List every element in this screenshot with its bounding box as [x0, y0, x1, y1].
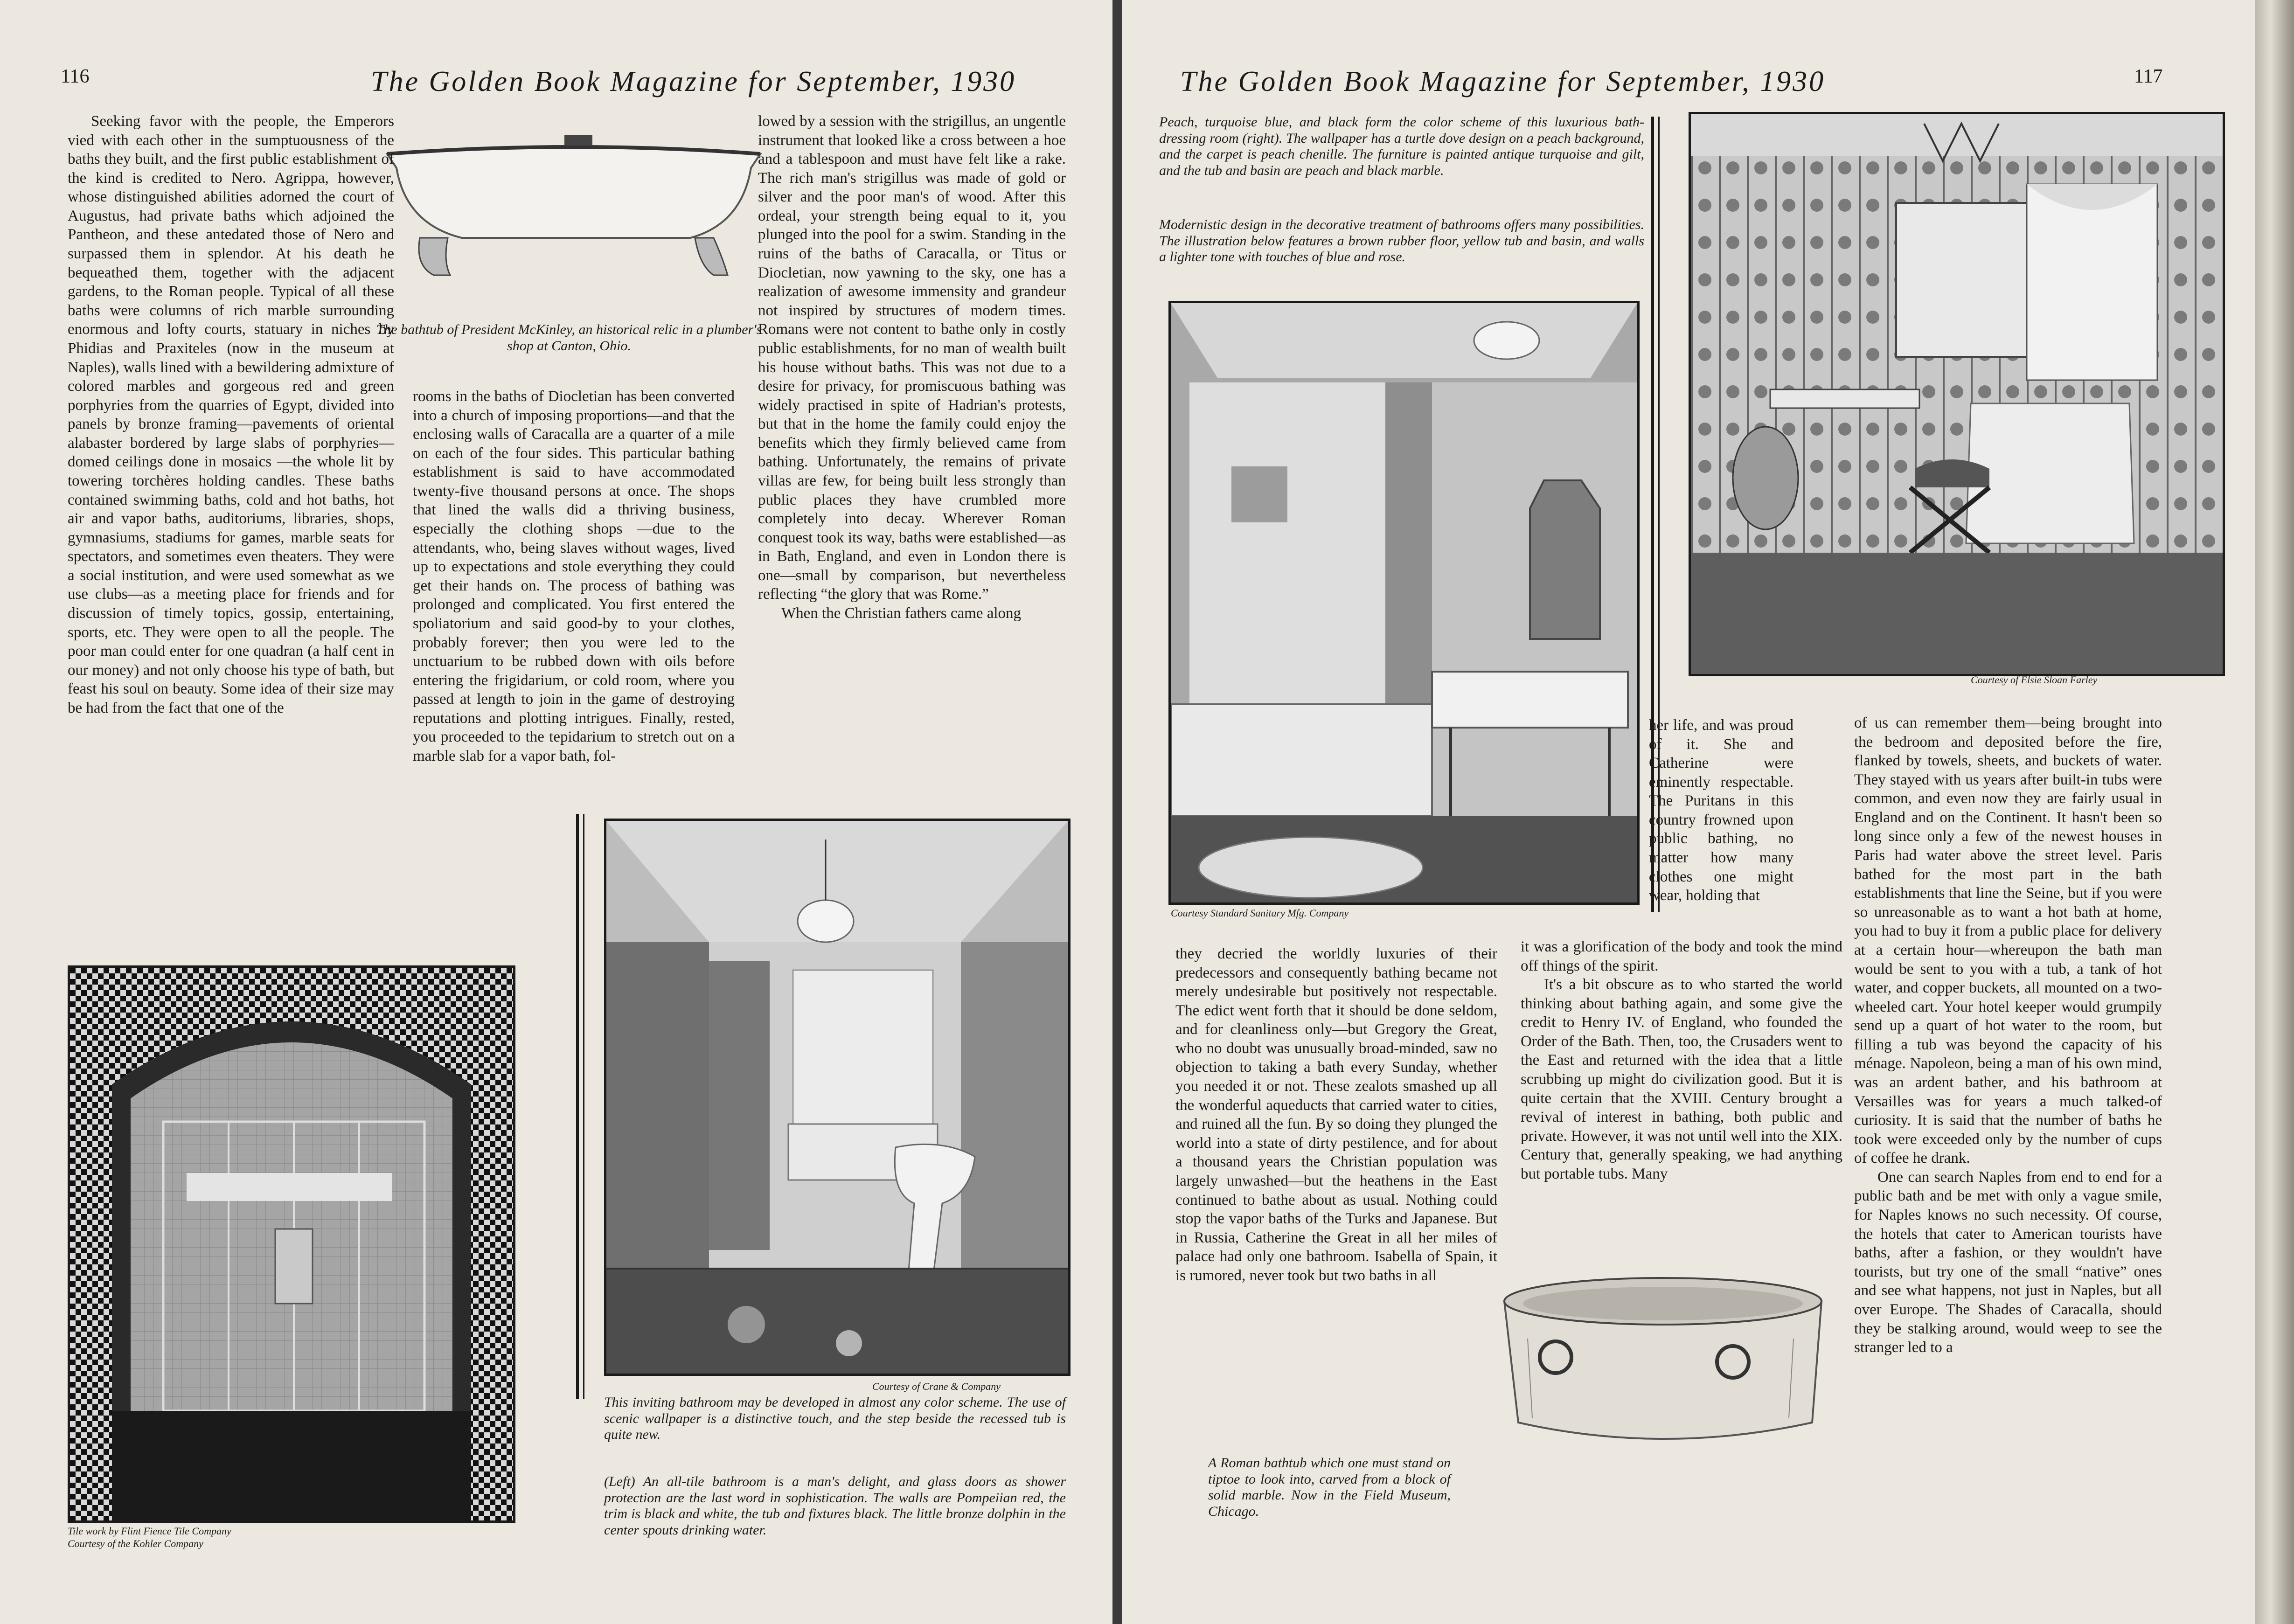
photo-all-tile-bathroom	[68, 965, 515, 1523]
running-header-right: The Golden Book Magazine for September, 1930	[1180, 66, 1826, 97]
paragraph: Seeking favor with the people, the Emperors vied with each other in the sumptuousness of the baths they built, and the first public establishment of the kind is credited to Nero. Agrippa, however, whose distinguished abilities adorned the court of Augustus, had private baths which adjoined the Pantheon, and these antedated those of Nero and surpassed them in splendor. At his death he bequeathed them, together with the adjacent gardens, to the Roman people. Typical of all these baths were columns of rich marble surrounding enormous and lofty courts, statuary in niches by Phidias and Praxiteles (now in the museum at Naples), walls lined with a bewildering admixture of colored marbles and gorgeous red and green porphyries from the quarries of Egypt, divided into panels by bronze framing—pavements of oriental alabaster bordered by large slabs of porphyries—domed ceilings done in mosaics —the whole lit by towering torchères holding candles. These baths contained swimming baths, cold and hot baths, hot air and vapor baths, auditoriums, libraries, shops, gymnasiums, stadiums for games, marble seats for spectators, and sometimes even theaters. They were a social institution, and were used somewhat as we use clubs—as a meeting place for friends and for discussion of timely topics, gossip, entertaining, sports, etc. They were open to all the people. The poor man could enter for one quadran (a half cent in our money) and not only choose his type of bath, but feast his soul on beauty. Some idea of their size may be had from the fact that one of the	[68, 113, 394, 716]
left-page	[0, 0, 1112, 1624]
paragraph: her life, and was proud of it. She and Catherine were eminently respectable. The Puritans in this country frowned upon public bathing, no matter how many clothes one might wear, holding that	[1649, 717, 1793, 904]
frame-rule	[583, 814, 584, 1399]
photo-bath-dressing-room	[1689, 112, 2225, 676]
paragraph: rooms in the baths of Diocletian has been converted into a church of imposing proportions—and that the enclosing walls of Caracalla are a quarter of a mile on each of the four sides. This particular bathing establishment is said to have accommodated twenty-five thousand persons at once. The shops that lined the walls did a thriving business, especially the clothing shops —due to the attendants, who, being slaves without wages, lived up to expectations and stole everything they could get their hands on. The process of bathing was prolonged and complicated. You first entered the spoliatorium and said good-by to your clothes, probably forever; then you were led to the unctuarium to be rubbed down with oils before entering the frigidarium, or cold room, where you passed at length to join in the game of destroying reputations and plotting intrigues. Finally, rested, you proceeded to the tepidarium to stretch out on a marble slab for a vapor bath, fol-	[413, 388, 735, 764]
caption-mckinley: The bathtub of President McKinley, an historical relic in a plumber's shop at Canton, Ohio.	[376, 322, 762, 354]
roman-bathtub-illustration	[1490, 1269, 1835, 1464]
running-header-left: The Golden Book Magazine for September, 1930	[371, 66, 1016, 97]
right-narrow-column	[1649, 716, 1793, 905]
right-column-1	[1175, 944, 1497, 1285]
book-gutter	[1112, 0, 1122, 1624]
photo-modernistic-bathroom	[1168, 301, 1640, 905]
caption-all-tile: (Left) An all-tile bathroom is a man's delight, and glass doors as shower protection are the last word in sophistication. The walls are Pompeiian red, the trim is black and white, the tub and fixtures black. The little bronze dolphin in the center spouts drinking water.	[604, 1474, 1066, 1538]
caption-modernistic: Modernistic design in the decorative treatment of bathrooms offers many possibilities. The illustration below features a brown rubber floor, yellow tub and basin, and walls a lighter tone with touches of blue and rose.	[1159, 217, 1644, 264]
credit-standard-sanitary: Courtesy Standard Sanitary Mfg. Company	[1171, 907, 1349, 919]
page-number-right: 117	[2134, 66, 2163, 87]
right-column-2	[1521, 937, 1842, 1184]
frame-rule	[576, 814, 579, 1399]
paragraph: One can search Naples from end to end for a public bath and be met with only a vague smile, for Naples knows no such necessity. Of course, the hotels that cater to American tourists have baths, after a fashion, or they wouldn't have tourists, but try one of the small “native” ones and see what happens, not just in Naples, but all over Europe. The Shades of Caracalla, should they be stalking around, would weep to see the stranger led to a	[1854, 1168, 2162, 1356]
left-column-1	[68, 112, 394, 718]
page-edge	[2255, 0, 2294, 1624]
right-page	[1122, 0, 2255, 1624]
caption-crane: This inviting bathroom may be developed in almost any color scheme. The use of scenic wallpaper is a distinctive touch, and the step beside the recessed tub is quite new.	[604, 1395, 1066, 1442]
paragraph: When the Christian fathers came along	[781, 605, 1022, 622]
paragraph: they decried the worldly luxuries of their predecessors and consequently bathing became not merely undesirable but positively not respectable. The edict went forth that it should be done seldom, and for cleanliness only—but Gregory the Great, who no doubt was unusually broad-minded, saw no objection to taking a bath every Sunday, whether you needed it or not. These zealots smashed up all the wonderful aqueducts that carried water to cities, and ruined all the fun. By so doing they plunged the world into a state of dirty pestilence, and for about a thousand years the Christian population was largely unwashed—but the heathens in the East continued to bathe about as usual. Nothing could stop the vapor baths of the Turks and Japanese. But in Russia, Catherine the Great in all her miles of palace had only one bathroom. Isabella of Spain, it is rumored, never took but two baths in all	[1175, 945, 1497, 1284]
paragraph: of us can remember them—being brought into the bedroom and deposited before the fire, flanked by towels, sheets, and buckets of water. They stayed with us years after built-in tubs were common, and even now they are fairly usual in England and on the Continent. It hasn't been so long since only a few of the newest houses in Paris had water above the street level. Paris bathed for the most part in the bath establishments that line the Seine, but if you were so unreasonable as to want a hot bath at home, you had to buy it from a public place for delivery at a certain hour—whereupon the bath man would be sent to you with a tub, a tank of hot water, and copper buckets, all mounted on a two-wheeled cart. Your hotel keeper would grumpily send up a quart of hot water to the room, but filling a tub was beyond the capacity of his ménage. Napoleon, being a man of his own mind, was an ardent bather, and his bathroom at Versailles was for years a much talked-of curiosity. It is said that the number of baths he took were exceeded only by the number of cups of coffee he drank.	[1854, 715, 2162, 1167]
right-column-3	[1854, 714, 2162, 1357]
caption-roman-bathtub: A Roman bathtub which one must stand on tiptoe to look into, carved from a block of solid marble. Now in the Field Museum, Chicago.	[1208, 1455, 1451, 1519]
credit-crane: Courtesy of Crane & Company	[872, 1381, 1001, 1392]
caption-peach: Peach, turquoise blue, and black form the color scheme of this luxurious bath-dressing room (right). The wallpaper has a turtle dove design on a peach background, and the carpet is peach chenille. The furniture is painted antique turquoise and gilt, and the tub and basin are peach and black marble.	[1159, 114, 1644, 178]
paragraph: it was a glorification of the body and took the mind off things of the spirit.	[1521, 938, 1842, 974]
photo-crane-bathroom	[604, 819, 1071, 1376]
left-column-3	[758, 112, 1066, 623]
left-column-2	[413, 387, 735, 766]
credit-tile-2: Courtesy of the Kohler Company	[68, 1538, 203, 1549]
mckinley-bathtub-illustration	[368, 126, 779, 280]
paragraph: It's a bit obscure as to who started the world thinking about bathing again, and some give the credit to Henry IV. of England, who founded the Order of the Bath. Then, too, the Crusaders went to the East and returned with the idea that a little scrubbing up might do civilization good. But it is quite certain that the XVIII. Century brought a revival of interest in bathing, both public and private. However, it was not until well into the XIX. Century that, generally speaking, we had anything but portable tubs. Many	[1521, 976, 1842, 1182]
page-number-left: 116	[61, 66, 90, 87]
credit-tile-1: Tile work by Flint Fience Tile Company	[68, 1525, 231, 1537]
paragraph: lowed by a session with the strigillus, an ungentle instrument that looked like a cross between a hoe and a tablespoon and must have felt like a rake. The rich man's strigillus was made of gold or silver and the poor man's of wood. After this ordeal, your strength being equal to it, you plunged into the pool for a swim. Standing in the ruins of the baths of Caracalla, or Titus or Diocletian, now yawning to the sky, one has a realization of awesome immensity and grandeur not inspired by structures of modern times. Romans were not content to bathe only in costly public establishments, for no man of wealth built his house without baths. This was not due to a desire for privacy, for promiscuous bathing was widely practised in spite of Hadrian's protests, but that in the home the family could enjoy the benefits which they firmly believed came from bathing. Unfortunately, the remains of private villas are few, for being built less strongly than public places they have crumbled more completely into decay. Wherever Roman conquest took its way, baths were established—as in Bath, England, and even in London there is one—small by comparison, but nevertheless reflecting “the glory that was Rome.”	[758, 113, 1066, 603]
credit-elsie-sloan-farley: Courtesy of Elsie Sloan Farley	[1971, 674, 2098, 686]
